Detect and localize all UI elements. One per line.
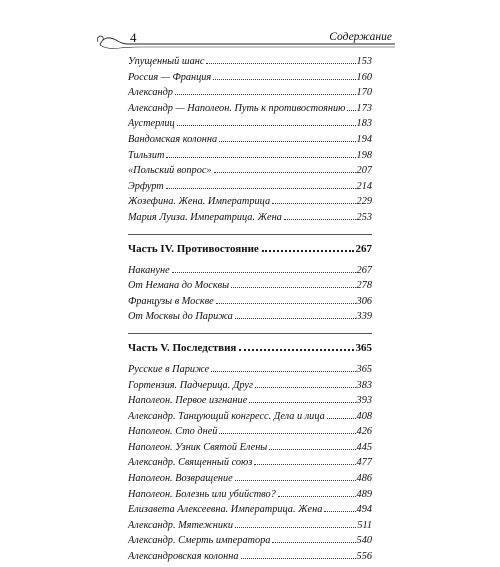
toc-entry[interactable]	[128, 380, 372, 396]
entry-title: Наполеон. Узник Святой Елены	[128, 441, 268, 453]
dot-leader	[327, 418, 356, 419]
entry-title: Жозефина. Жена. Императрица	[128, 196, 271, 208]
entry-title: Французы в Москве	[128, 295, 214, 307]
entry-page: 194	[356, 133, 372, 145]
toc-entry[interactable]	[128, 265, 372, 281]
toc-entry[interactable]	[128, 395, 372, 411]
dot-leader	[235, 527, 356, 528]
dot-leader	[206, 63, 355, 64]
entry-title: Эрфурт	[128, 180, 164, 192]
dot-leader	[231, 287, 355, 288]
toc-entry[interactable]	[128, 280, 372, 296]
toc-entry[interactable]	[128, 212, 372, 228]
entry-title: Накануне	[128, 264, 170, 276]
entry-page: 408	[356, 410, 372, 422]
header-flourish-icon	[0, 30, 500, 54]
toc-entry[interactable]	[128, 56, 372, 72]
entry-title: Аустерлиц	[128, 118, 175, 130]
dot-leader	[278, 496, 356, 497]
entry-page: 160	[356, 71, 372, 83]
entry-title: Александр. Мятежники	[128, 519, 234, 531]
entry-page: 511	[357, 519, 372, 531]
dot-leader	[211, 371, 355, 372]
dot-leader	[284, 219, 356, 220]
page-header	[0, 0, 500, 52]
entry-page: 207	[356, 165, 372, 177]
dot-leader	[249, 402, 355, 403]
toc-entry[interactable]	[128, 150, 372, 166]
dot-leader	[239, 349, 353, 351]
dot-leader	[324, 511, 355, 512]
entry-title: От Немана до Москвы	[128, 280, 230, 292]
entry-page: 365	[356, 363, 372, 375]
entry-title: Александр. Смерть императора	[128, 535, 271, 547]
entry-page: 486	[356, 473, 372, 485]
entry-page: 170	[356, 87, 372, 99]
entry-title: Наполеон. Возвращение	[128, 473, 233, 485]
section-divider	[128, 333, 372, 334]
dot-leader	[269, 449, 355, 450]
toc-entry[interactable]	[128, 311, 372, 327]
toc-entry[interactable]	[128, 535, 372, 551]
dot-leader	[347, 110, 355, 111]
part-title: Часть V. Последствия	[128, 341, 237, 354]
toc-entry[interactable]	[128, 181, 372, 197]
dot-leader	[213, 79, 355, 80]
toc-entry[interactable]	[128, 489, 372, 505]
section-divider	[128, 234, 372, 235]
entry-page: 306	[356, 295, 372, 307]
toc-entry[interactable]	[128, 411, 372, 427]
dot-leader	[214, 172, 356, 173]
dot-leader	[241, 558, 356, 559]
toc-part-entries	[128, 364, 372, 567]
entry-title: Елизавета Алексеевна. Императрица. Жена	[128, 504, 323, 516]
entry-page: 494	[356, 504, 372, 516]
entry-page: 383	[356, 379, 372, 391]
toc-entry[interactable]	[128, 165, 372, 181]
toc-group-continued	[128, 56, 372, 228]
toc-entry[interactable]	[128, 103, 372, 119]
toc-entry[interactable]	[128, 118, 372, 134]
toc-entry[interactable]	[128, 364, 372, 380]
dot-leader	[254, 464, 355, 465]
entry-page: 153	[356, 56, 372, 67]
running-title: Содержание	[329, 31, 392, 43]
entry-page: 489	[356, 488, 372, 500]
entry-title: Тильзит	[128, 149, 165, 161]
entry-title: Русские в Париже	[128, 363, 210, 375]
dot-leader	[272, 542, 355, 543]
entry-page: 339	[356, 311, 372, 323]
entry-title: Гортензия. Падчерица. Друг	[128, 379, 253, 391]
toc-part-heading[interactable]	[128, 243, 372, 265]
entry-page: 229	[356, 196, 372, 208]
table-of-contents	[128, 56, 372, 567]
entry-title: Александровская колонна	[128, 551, 239, 563]
dot-leader	[272, 203, 355, 204]
entry-page: 253	[356, 211, 372, 223]
entry-title: Александр. Танцующий конгресс. Дела и лица	[128, 410, 325, 422]
toc-entry[interactable]	[128, 296, 372, 312]
entry-title: Александр — Наполеон. Путь к противостоянию	[128, 102, 346, 114]
toc-entry[interactable]	[128, 473, 372, 489]
entry-title: Наполеон. Первое изгнание	[128, 395, 248, 407]
entry-page: 267	[356, 264, 372, 276]
entry-page: 426	[356, 426, 372, 438]
dot-leader	[175, 94, 356, 95]
dot-leader	[219, 141, 355, 142]
entry-title: Наполеон. Сто дней	[128, 426, 218, 438]
entry-title: Александр. Священный союз	[128, 457, 253, 469]
dot-leader	[235, 480, 356, 481]
toc-entry[interactable]	[128, 504, 372, 520]
dot-leader	[216, 303, 356, 304]
part-title: Часть IV. Противостояние	[128, 242, 259, 255]
entry-page: 393	[356, 395, 372, 407]
entry-title: Наполеон. Болезнь или убийство?	[128, 488, 276, 500]
entry-page: 540	[356, 535, 372, 547]
toc-entry[interactable]	[128, 520, 372, 536]
toc-part-heading[interactable]	[128, 342, 372, 364]
entry-page: 183	[356, 118, 372, 130]
entry-title: Вандомская колонна	[128, 133, 218, 145]
entry-page: 214	[356, 180, 372, 192]
toc-entry[interactable]	[128, 442, 372, 458]
dot-leader	[172, 272, 356, 273]
entry-page: 198	[356, 149, 372, 161]
toc-entry[interactable]	[128, 72, 372, 88]
entry-page: 477	[356, 457, 372, 469]
toc-entry[interactable]	[128, 457, 372, 473]
entry-page: 556	[356, 551, 372, 563]
toc-part-entries	[128, 265, 372, 327]
part-page: 267	[355, 242, 372, 255]
dot-leader	[255, 387, 356, 388]
page-number: 4	[130, 30, 137, 45]
entry-page: 278	[356, 280, 372, 292]
toc-entry[interactable]	[128, 134, 372, 150]
entry-title: От Москвы до Парижа	[128, 311, 233, 323]
dot-leader	[166, 157, 355, 158]
dot-leader	[177, 125, 356, 126]
entry-title: Упущенный шанс	[128, 56, 205, 67]
entry-title: «Польский вопрос»	[128, 165, 212, 177]
dot-leader	[166, 188, 356, 189]
dot-leader	[219, 433, 355, 434]
dot-leader	[262, 250, 354, 252]
dot-leader	[235, 318, 356, 319]
entry-page: 445	[356, 441, 372, 453]
toc-entry[interactable]	[128, 196, 372, 212]
toc-entry[interactable]	[128, 87, 372, 103]
entry-title: Россия — Франция	[128, 71, 212, 83]
entry-page: 173	[356, 102, 372, 114]
entry-title: Мария Луиза. Императрица. Жена	[128, 211, 282, 223]
toc-entry[interactable]	[128, 551, 372, 567]
part-page: 365	[355, 341, 372, 354]
toc-entry[interactable]	[128, 426, 372, 442]
entry-title: Александр	[128, 87, 173, 99]
